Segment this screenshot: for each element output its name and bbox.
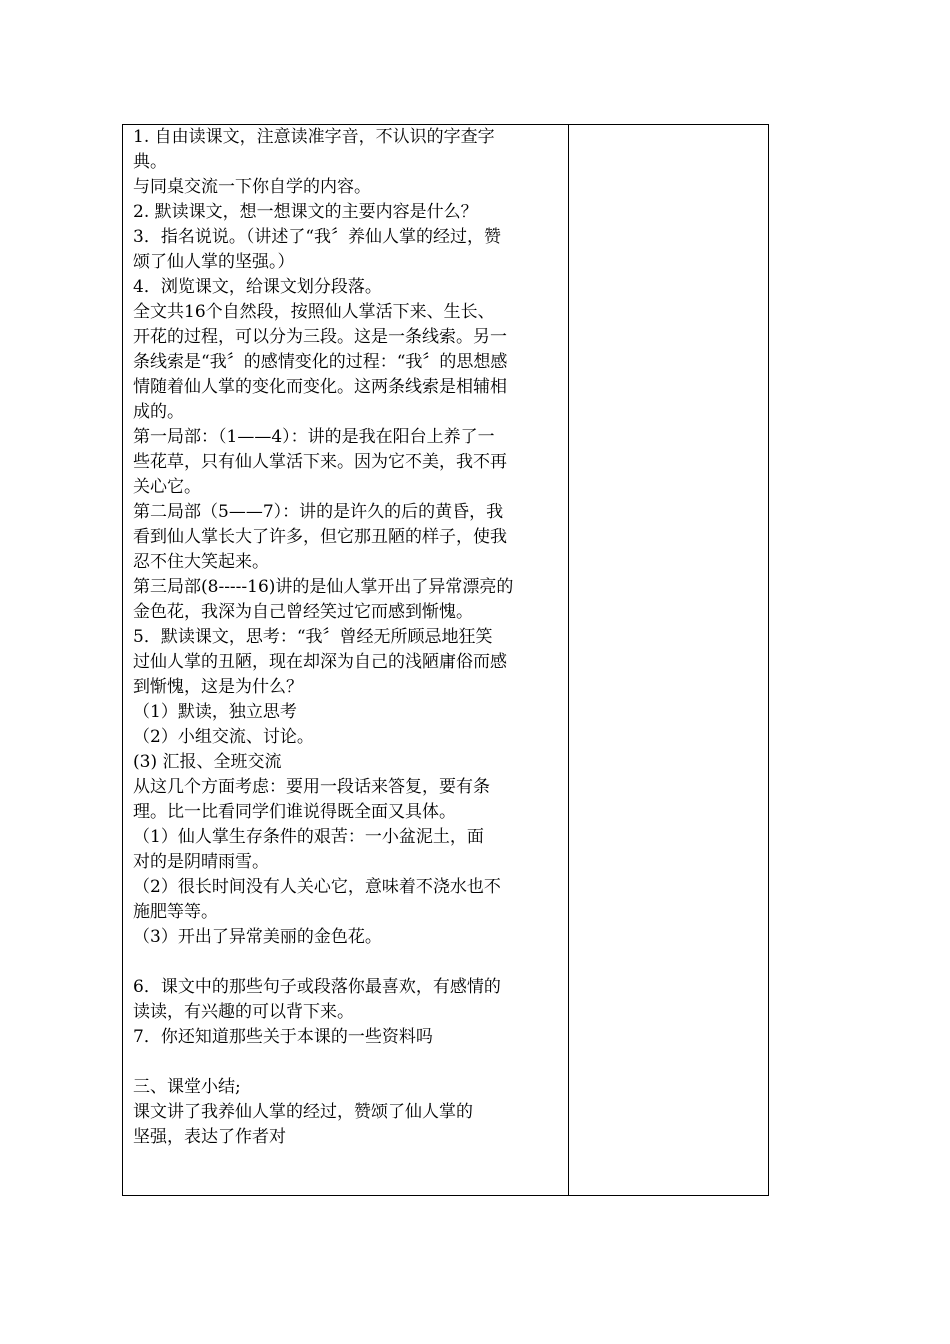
lesson-plan-table — [122, 124, 769, 1196]
text-line: 第二局部（5——7）：讲的是许久的后的黄昏，我 — [133, 502, 504, 522]
text-line: 条线索是“我〞的感情变化的过程：“我〞的思想感 — [133, 352, 508, 372]
text-line: 理。比一比看同学们谁说得既全面又具体。 — [133, 802, 456, 822]
text-line: 过仙人掌的丑陋，现在却深为自己的浅陋庸俗而感 — [133, 652, 507, 672]
text-line: （3）开出了异常美丽的金色花。 — [133, 927, 382, 947]
text-line: 第一局部：（1——4）：讲的是我在阳台上养了一 — [133, 427, 495, 447]
text-line: 坚强，表达了作者对 — [133, 1127, 286, 1147]
text-line: 忍不住大笑起来。 — [133, 552, 269, 572]
text-line: (3) 汇报、全班交流 — [133, 752, 282, 772]
text-line: 从这几个方面考虑：要用一段话来答复，要有条 — [133, 777, 490, 797]
text-line: 开花的过程，可以分为三段。这是一条线索。另一 — [133, 327, 507, 347]
text-line: 情随着仙人掌的变化而变化。这两条线索是相辅相 — [133, 377, 507, 397]
text-line: （2）小组交流、讨论。 — [133, 727, 314, 747]
text-line: 看到仙人掌长大了许多，但它那丑陋的样子，使我 — [133, 527, 507, 547]
text-line: 三、课堂小结; — [133, 1077, 241, 1097]
text-line: 2. 默读课文，想一想课文的主要内容是什么？ — [133, 202, 478, 222]
text-line: 颂了仙人掌的坚强。） — [133, 252, 295, 272]
text-line: （2）很长时间没有人关心它，意味着不浇水也不 — [133, 877, 501, 897]
text-line: 些花草，只有仙人掌活下来。因为它不美，我不再 — [133, 452, 507, 472]
text-line: （1）默读，独立思考 — [133, 702, 297, 722]
text-line: 课文讲了我养仙人掌的经过，赞颂了仙人掌的 — [133, 1102, 473, 1122]
text-line: 4．浏览课文，给课文划分段落。 — [133, 277, 382, 297]
text-line: 第三局部(8-----16)讲的是仙人掌开出了异常漂亮的 — [133, 577, 514, 597]
text-line: 全文共16个自然段，按照仙人掌活下来、生长、 — [133, 302, 495, 322]
text-line: 成的。 — [133, 402, 184, 422]
column-divider — [568, 125, 569, 1195]
text-line: 关心它。 — [133, 477, 201, 497]
text-line: 读读，有兴趣的可以背下来。 — [133, 1002, 354, 1022]
text-line: 1. 自由读课文，注意读准字音，不认识的字查字 — [133, 127, 495, 147]
text-line: 对的是阴晴雨雪。 — [133, 852, 269, 872]
text-line: 5．默读课文，思考：“我〞曾经无所顾忌地狂笑 — [133, 627, 493, 647]
text-line: 与同桌交流一下你自学的内容。 — [133, 177, 371, 197]
text-line: 施肥等等。 — [133, 902, 218, 922]
text-line: 到惭愧，这是为什么？ — [133, 677, 303, 697]
text-line: 金色花，我深为自己曾经笑过它而感到惭愧。 — [133, 602, 473, 622]
text-line: （1）仙人掌生存条件的艰苦：一小盆泥土，面 — [133, 827, 484, 847]
text-line: 典。 — [133, 152, 167, 172]
text-line: 7．你还知道那些关于本课的一些资料吗 — [133, 1027, 433, 1047]
text-line: 6．课文中的那些句子或段落你最喜欢，有感情的 — [133, 977, 501, 997]
text-line: 3．指名说说。（讲述了“我〞养仙人掌的经过，赞 — [133, 227, 502, 247]
